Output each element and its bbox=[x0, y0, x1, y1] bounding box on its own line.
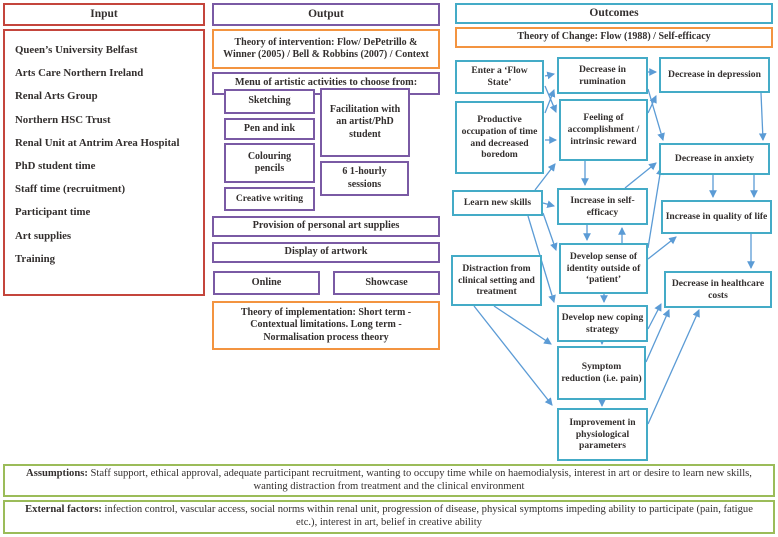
outcome-node-coping-strategy: Develop new coping strategy bbox=[557, 305, 648, 342]
input-item: Northern HSC Trust bbox=[15, 113, 111, 126]
input-item: Renal Arts Group bbox=[15, 90, 98, 103]
input-item: PhD student time bbox=[15, 159, 96, 172]
display-option-online-box: Online bbox=[213, 271, 320, 295]
outcome-node-physiological-parameters: Improvement in physiological parameters bbox=[557, 408, 648, 461]
input-items-panel bbox=[3, 29, 205, 296]
outcomes-column-header: Outcomes bbox=[455, 3, 773, 24]
assumptions-text: Staff support, ethical approval, adequate participant recruitment, wanting to occupy time while on haemodialysis, interest in art or desire to learn new skills, wanting distraction from treatment and the clinical environment bbox=[87, 467, 752, 492]
outcome-node-learn-new-skills: Learn new skills bbox=[452, 190, 543, 216]
theory-of-change-box: Theory of Change: Flow (1988) / Self-efficacy bbox=[455, 27, 773, 48]
outcome-node-productive-occupation: Productive occupation of time and decreased boredom bbox=[455, 101, 544, 174]
input-item: Staff time (recruitment) bbox=[15, 183, 126, 196]
output-column-header: Output bbox=[212, 3, 440, 26]
provision-of-art-supplies-box: Provision of personal art supplies bbox=[212, 216, 440, 237]
outcome-node-accomplishment: Feeling of accomplishment / intrinsic reward bbox=[559, 99, 648, 161]
input-item: Renal Unit at Antrim Area Hospital bbox=[15, 136, 180, 149]
outcome-node-self-efficacy: Increase in self-efficacy bbox=[557, 188, 648, 225]
outcome-node-flow-state: Enter a ‘Flow State’ bbox=[455, 60, 544, 94]
activity-colouring-pencils-box: Colouring pencils bbox=[224, 143, 315, 183]
external-factors-text: infection control, vascular access, social norms within renal unit, progression of disease, physical symptoms impeding ability to participate (pain, fatigue etc.), interest in art, belief in creative ability bbox=[101, 504, 753, 528]
input-item: Queen’s University Belfast bbox=[15, 44, 138, 56]
outcome-node-decrease-rumination: Decrease in rumination bbox=[557, 57, 648, 94]
external-factors-bar bbox=[3, 500, 775, 534]
outcome-node-symptom-reduction: Symptom reduction (i.e. pain) bbox=[557, 346, 646, 400]
outcome-node-quality-of-life: Increase in quality of life bbox=[661, 200, 772, 234]
input-column-header: Input bbox=[3, 3, 205, 26]
theory-of-intervention-box: Theory of intervention: Flow/ DePetrillo & Winner (2005) / Bell & Robbins (2007) / Context bbox=[212, 29, 440, 69]
external-factors-label: External factors: bbox=[25, 504, 102, 516]
input-item: Participant time bbox=[15, 206, 91, 219]
display-option-showcase-box: Showcase bbox=[333, 271, 440, 295]
outcome-node-decrease-anxiety: Decrease in anxiety bbox=[659, 143, 770, 175]
input-item: Arts Care Northern Ireland bbox=[15, 67, 144, 80]
outcome-node-identity: Develop sense of identity outside of ‘patient’ bbox=[559, 243, 648, 294]
assumptions-bar bbox=[3, 464, 775, 497]
input-item: Training bbox=[15, 252, 55, 265]
display-of-artwork-box: Display of artwork bbox=[212, 242, 440, 263]
outcome-node-distraction: Distraction from clinical setting and treatment bbox=[451, 255, 542, 306]
activity-creative-writing-box: Creative writing bbox=[224, 187, 315, 211]
activity-pen-and-ink-box: Pen and ink bbox=[224, 118, 315, 140]
menu-of-activities-box: Menu of artistic activities to choose from: bbox=[212, 72, 440, 95]
assumptions-label: Assumptions: bbox=[26, 467, 88, 479]
facilitation-box: Facilitation with an artist/PhD student bbox=[320, 88, 410, 157]
activity-sketching-box: Sketching bbox=[224, 89, 315, 114]
input-item: Art supplies bbox=[15, 229, 72, 242]
outcome-node-healthcare-costs: Decrease in healthcare costs bbox=[664, 271, 772, 308]
outcome-node-decrease-depression: Decrease in depression bbox=[659, 57, 770, 93]
sessions-box: 6 1-hourly sessions bbox=[320, 161, 409, 196]
theory-of-implementation-box: Theory of implementation: Short term - Contextual limitations. Long term - Normalisation process theory bbox=[212, 301, 440, 350]
